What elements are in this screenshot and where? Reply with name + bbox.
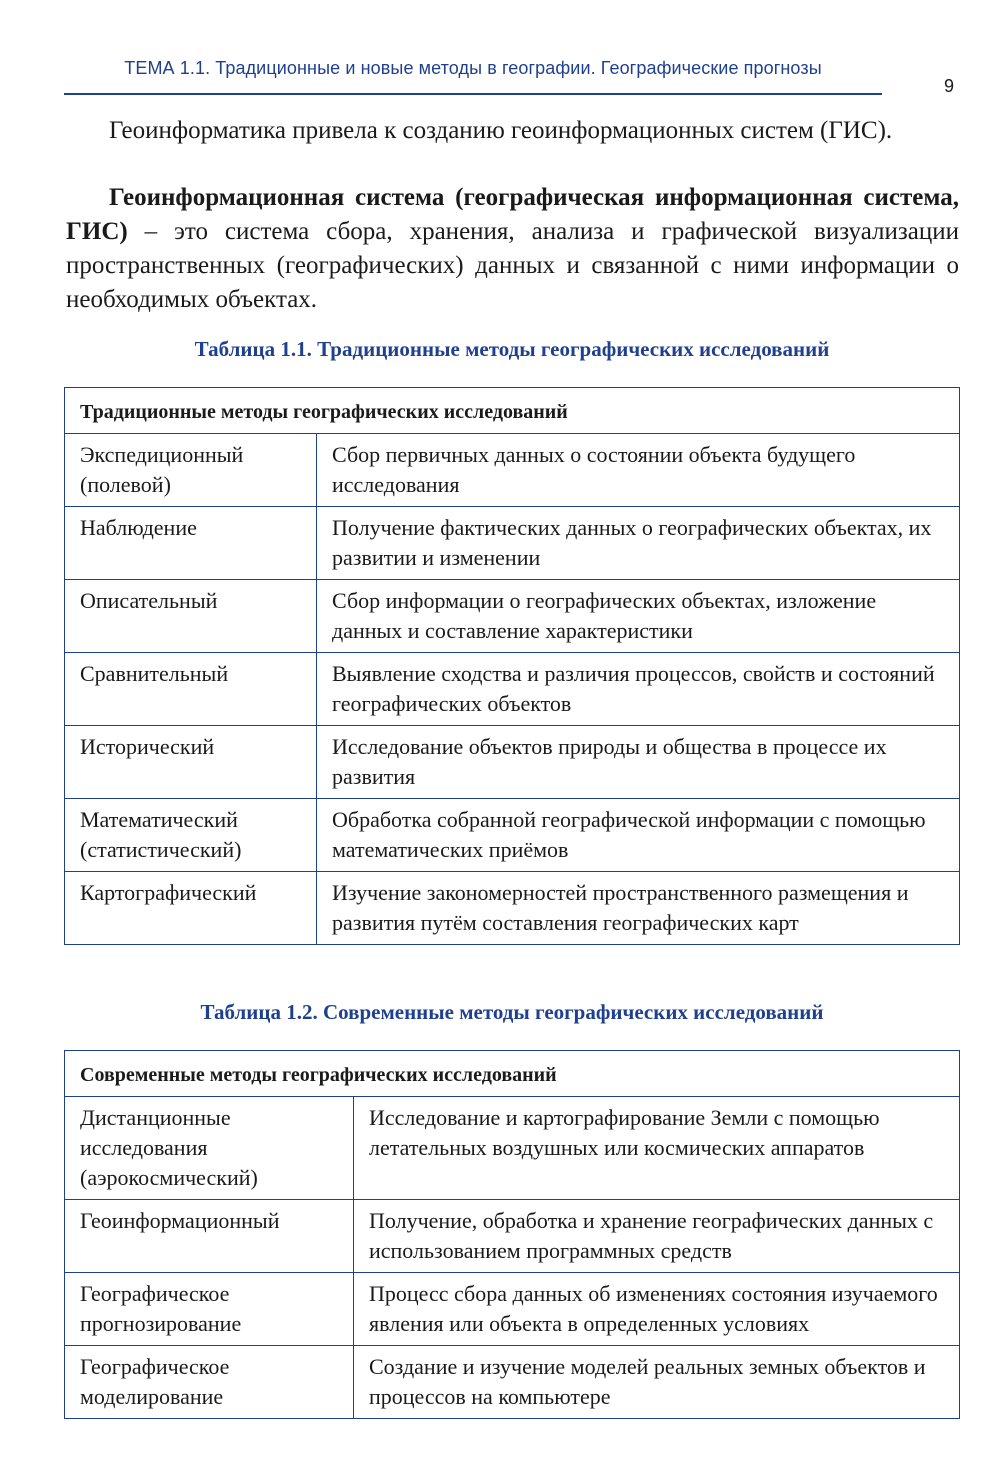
table-row xyxy=(65,726,960,799)
method-description-cell: Выявление сходства и различия процессов, свойств и состояний географических объектов xyxy=(317,653,960,726)
table2-caption: Таблица 1.2. Современные методы географических исследований xyxy=(200,1000,824,1024)
traditional-methods-table xyxy=(64,387,960,945)
method-name-cell: Геоинформационный xyxy=(65,1200,354,1273)
gis-definition-text: – это система сбора, хранения, анализа и графической визуализации пространственных (географических) данных и связанной с ними информации о необходимых объектах. xyxy=(66,218,959,313)
method-description-cell: Получение фактических данных о географических объектах, их развитии и изменении xyxy=(317,507,960,580)
table-row xyxy=(65,1273,960,1346)
method-name-cell: Сравнительный xyxy=(65,653,317,726)
table-header-row xyxy=(65,388,960,434)
table1-caption: Таблица 1.1. Традиционные методы географических исследований xyxy=(194,337,830,361)
method-name-cell: Исторический xyxy=(65,726,317,799)
running-header: ТЕМА 1.1. Традиционные и новые методы в географии. Географические прогнозы xyxy=(124,58,822,78)
method-name-cell: Наблюдение xyxy=(65,507,317,580)
table2-header: Современные методы географических исследований xyxy=(65,1051,960,1097)
table-row xyxy=(65,507,960,580)
table-row xyxy=(65,434,960,507)
method-name-cell: Математический (статистический) xyxy=(65,799,317,872)
method-name-cell: Географическое прогнозирование xyxy=(65,1273,354,1346)
method-description-cell: Исследование и картографирование Земли с помощью летательных воздушных или космических аппаратов xyxy=(354,1097,960,1200)
method-description-cell: Создание и изучение моделей реальных земных объектов и процессов на компьютере xyxy=(354,1346,960,1419)
method-description-cell: Исследование объектов природы и общества в процессе их развития xyxy=(317,726,960,799)
method-description-cell: Получение, обработка и хранение географических данных с использованием программных средств xyxy=(354,1200,960,1273)
table1-body xyxy=(65,434,960,945)
table-header-row xyxy=(65,1051,960,1097)
method-name-cell: Дистанционные исследования (аэрокосмический) xyxy=(65,1097,354,1200)
method-name-cell: Картографический xyxy=(65,872,317,945)
table-row xyxy=(65,1097,960,1200)
page-number: 9 xyxy=(944,76,955,96)
table-row xyxy=(65,872,960,945)
header-rule xyxy=(64,93,882,95)
intro-paragraph-1: Геоинформатика привела к созданию геоинформационных систем (ГИС). xyxy=(109,117,893,144)
method-description-cell: Процесс сбора данных об изменениях состояния изучаемого явления или объекта в определенных условиях xyxy=(354,1273,960,1346)
method-description-cell: Изучение закономерностей пространственного размещения и развития путём составления географических карт xyxy=(317,872,960,945)
table-row xyxy=(65,1200,960,1273)
table-row xyxy=(65,799,960,872)
table-row xyxy=(65,653,960,726)
method-name-cell: Экспедиционный (полевой) xyxy=(65,434,317,507)
modern-methods-table xyxy=(64,1050,960,1419)
table-row xyxy=(65,1346,960,1419)
table2-body xyxy=(65,1097,960,1419)
method-description-cell: Сбор первичных данных о состоянии объекта будущего исследования xyxy=(317,434,960,507)
method-name-cell: Описательный xyxy=(65,580,317,653)
intro-paragraph-2 xyxy=(66,181,959,317)
method-name-cell: Географическое моделирование xyxy=(65,1346,354,1419)
method-description-cell: Обработка собранной географической информации с помощью математических приёмов xyxy=(317,799,960,872)
method-description-cell: Сбор информации о географических объектах, изложение данных и составление характеристики xyxy=(317,580,960,653)
table-row xyxy=(65,580,960,653)
table1-header: Традиционные методы географических исследований xyxy=(65,388,960,434)
gis-definition-term: Геоинформационная система (географическая информационная система, ГИС) xyxy=(66,184,959,245)
